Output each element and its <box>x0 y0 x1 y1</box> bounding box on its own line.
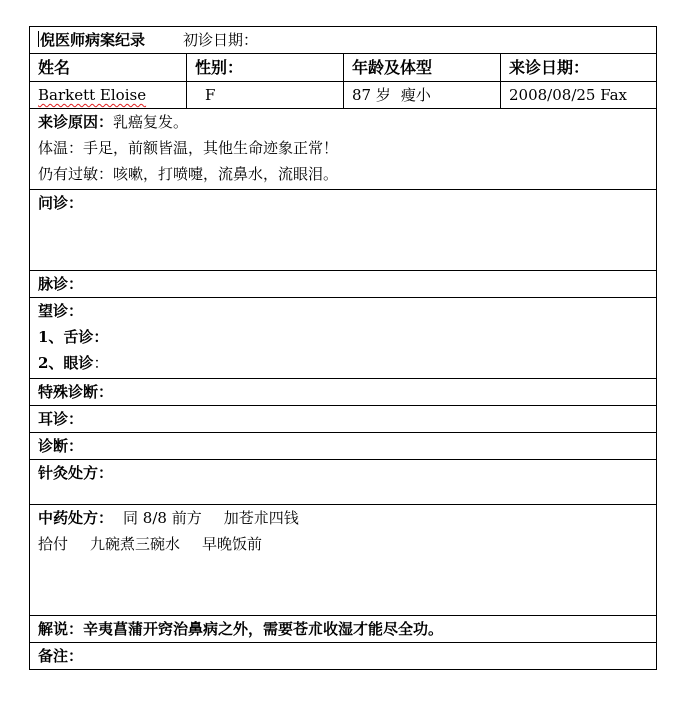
explanation-row <box>30 616 657 643</box>
name-header: 姓名 <box>30 54 187 82</box>
tongue-diagnosis-label: 1、舌诊： <box>38 328 109 346</box>
diagnosis-row <box>30 433 657 460</box>
diagnosis-cell[interactable] <box>30 433 657 460</box>
medical-record-table <box>29 26 657 670</box>
acupuncture-label: 针灸处方： <box>38 464 114 482</box>
acupuncture-row <box>30 460 657 505</box>
notes-row <box>30 643 657 670</box>
text-cursor <box>38 31 39 47</box>
eye-diagnosis-line <box>38 350 648 376</box>
explanation-cell[interactable] <box>30 616 657 643</box>
visit-date-header: 来诊日期： <box>501 54 657 82</box>
reason-cell[interactable] <box>30 109 657 190</box>
observation-cell[interactable] <box>30 298 657 379</box>
observation-row <box>30 298 657 379</box>
herbal-line-1 <box>38 505 648 531</box>
herbal-prescription-cell[interactable] <box>30 505 657 616</box>
patient-visit-date-cell[interactable] <box>501 82 657 109</box>
herbal-addition: 加苍朮四钱 <box>223 509 299 527</box>
special-diagnosis-row <box>30 379 657 406</box>
herbal-decoction: 九碗煮三碗水 <box>90 535 181 553</box>
special-diagnosis-label: 特殊诊断： <box>38 383 114 401</box>
observation-label: 望诊： <box>38 302 84 320</box>
first-visit-date-label: 初诊日期： <box>183 31 259 49</box>
patient-visit-date: 2008/08/25 Fax <box>509 86 628 104</box>
herbal-line-2 <box>38 531 648 557</box>
herbal-prescription-row <box>30 505 657 616</box>
gender-header: 性别： <box>187 54 344 82</box>
diagnosis-label: 诊断： <box>38 437 84 455</box>
ear-diagnosis-row <box>30 406 657 433</box>
inquiry-cell[interactable] <box>30 190 657 271</box>
inquiry-label: 问诊： <box>38 194 84 212</box>
inquiry-row <box>30 190 657 271</box>
patient-build: 瘦小 <box>400 86 431 104</box>
special-diagnosis-cell[interactable] <box>30 379 657 406</box>
reason-value: 乳癌复发。 <box>113 113 189 131</box>
notes-cell[interactable] <box>30 643 657 670</box>
patient-gender-cell[interactable] <box>187 82 344 109</box>
ear-diagnosis-cell[interactable] <box>30 406 657 433</box>
patient-name: Barkett Eloise <box>38 86 147 104</box>
notes-label: 备注： <box>38 647 84 665</box>
eye-diagnosis-label: 2、眼诊 <box>38 354 94 372</box>
explanation-label: 解说： <box>38 620 84 638</box>
patient-info-row <box>30 82 657 109</box>
reason-line-1 <box>38 109 648 135</box>
herbal-base-formula: 同 8/8 前方 <box>123 509 202 527</box>
herbal-doses: 拾付 <box>38 535 69 553</box>
title-cell <box>30 27 657 54</box>
column-header-row <box>30 54 657 82</box>
patient-age: 87 岁 <box>352 86 391 104</box>
reason-label: 来诊原因： <box>38 113 114 131</box>
record-title: 倪医师病案纪录 <box>40 31 146 49</box>
reason-line-3: 仍有过敏：咳嗽，打喷嚏，流鼻水，流眼泪。 <box>38 165 339 183</box>
pulse-cell[interactable] <box>30 271 657 298</box>
pulse-row <box>30 271 657 298</box>
age-build-header: 年龄及体型 <box>344 54 501 82</box>
eye-diagnosis-colon: ： <box>93 354 109 372</box>
herbal-timing: 早晚饭前 <box>202 535 263 553</box>
explanation-value: 辛夷菖蒲开窍治鼻病之外，需要苍朮收湿才能尽全功。 <box>83 620 444 638</box>
patient-age-build-cell[interactable] <box>344 82 501 109</box>
reason-line-2: 体温：手足，前额皆温，其他生命迹象正常！ <box>38 139 339 157</box>
patient-gender: F <box>205 86 216 104</box>
pulse-label: 脉诊： <box>38 275 84 293</box>
patient-name-cell[interactable] <box>30 82 187 109</box>
herbal-label: 中药处方： <box>38 509 114 527</box>
title-row <box>30 27 657 54</box>
ear-diagnosis-label: 耳诊： <box>38 410 84 428</box>
acupuncture-cell[interactable] <box>30 460 657 505</box>
reason-row <box>30 109 657 190</box>
